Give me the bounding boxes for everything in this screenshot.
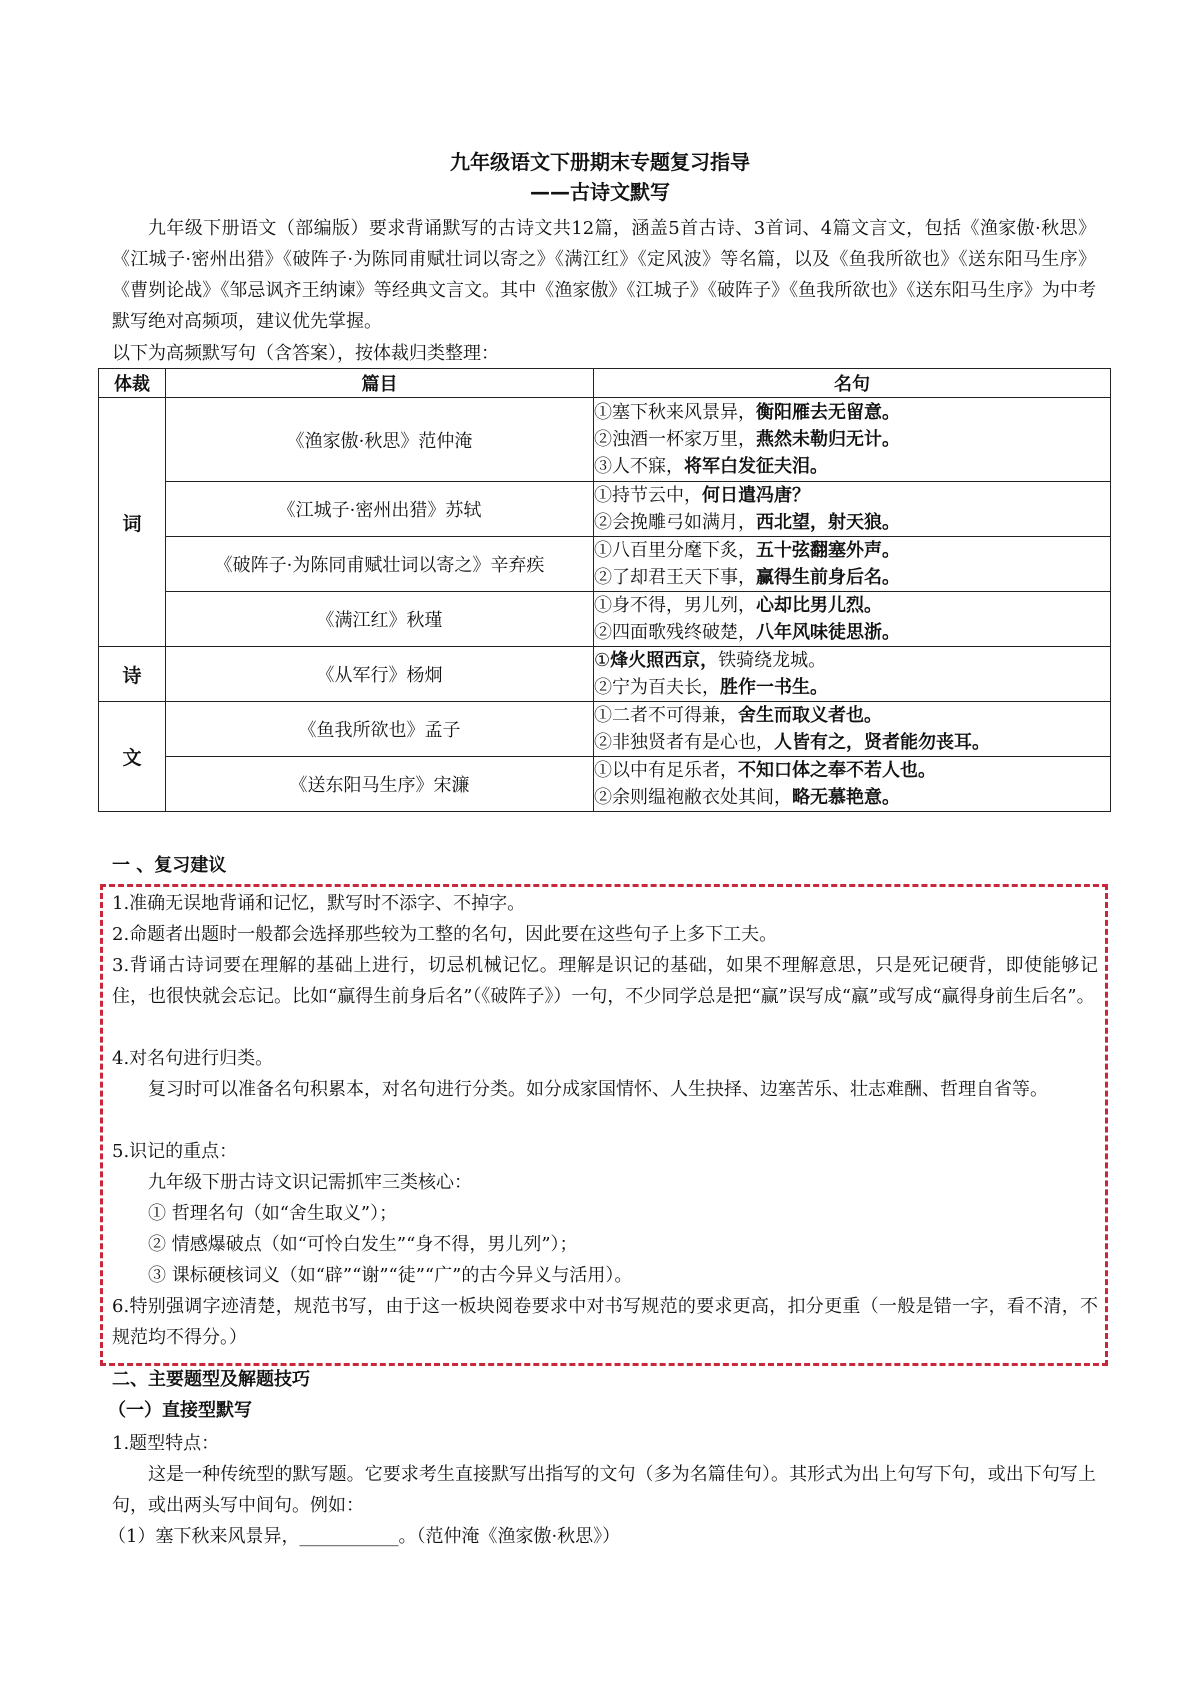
genre-cell: 词: [99, 398, 166, 647]
quote-answer: 赢得生前身后名。: [756, 567, 900, 588]
quote-prompt: ③人不寐，: [594, 456, 684, 477]
intro-lead-in: 以下为高频默写句（含答案），按体裁归类整理：: [112, 343, 499, 364]
header-lines: 名句: [594, 369, 1111, 398]
genre-cell: 文: [99, 702, 166, 812]
quote-line: [594, 619, 1110, 646]
quote-prompt: ②浊酒一杯家万里，: [594, 429, 756, 450]
table-row: [99, 537, 1111, 592]
quote-answer: 舍生而取义者也。: [738, 705, 882, 726]
table-body: [99, 398, 1111, 812]
table-row: [99, 647, 1111, 702]
lines-cell: [594, 592, 1111, 647]
tip-item-2: 2.命题者出题时一般都会选择那些较为工整的名句，因此要在这些句子上多下工夫。: [112, 924, 778, 945]
quote-prompt: ①身不得，男儿列，: [594, 595, 756, 616]
quote-answer: 心却比男儿烈。: [756, 595, 882, 616]
piece-cell: 《渔家傲·秋思》范仲淹: [166, 398, 594, 482]
piece-cell: 《从军行》杨炯: [166, 647, 594, 702]
quote-line: [594, 482, 1110, 509]
table-row: [99, 398, 1111, 482]
quote-answer: 不知口体之奉不若人也。: [738, 760, 936, 781]
quote-prompt: ①持节云中，: [594, 485, 702, 506]
intro-paragraph: 九年级下册语文（部编版）要求背诵默写的古诗文共12篇，涵盖5首古诗、3首词、4篇文言文，包括《渔家傲·秋思》《江城子·密州出猎》《破阵子·为陈同甫赋壮词以寄之》《满江红》《定风波》等名篇，以及《鱼我所欲也》《送东阳马生序》《曹刿论战》《邹忌讽齐王纳谏》等经典文言文。其中《渔家傲》《江城子》《破阵子》《鱼我所欲也》《送东阳马生序》为中考默写绝对高频项，建议优先掌握。: [112, 218, 1096, 332]
quote-prompt: ②非独贤者有是心也，: [594, 732, 774, 753]
quote-line: [594, 426, 1110, 453]
header-piece: 篇目: [166, 369, 594, 398]
quote-answer: 略无慕艳意。: [792, 787, 900, 808]
section2-paragraph: 这是一种传统型的默写题。它要求考生直接默写出指写的文句（多为名篇佳句）。其形式为出上句写下句，或出下句写上句，或出两头写中间句。例如：: [112, 1464, 1096, 1516]
section2-heading: 二、主要题型及解题技巧: [112, 1369, 310, 1390]
page-subtitle: ——古诗文默写: [530, 180, 670, 204]
quote-answer: 将军白发征夫泪。: [684, 456, 828, 477]
table-row: [99, 482, 1111, 537]
quote-line: [594, 564, 1110, 591]
lines-cell: [594, 647, 1111, 702]
header-genre: 体裁: [99, 369, 166, 398]
quote-answer: 五十弦翻塞外声。: [756, 540, 900, 561]
quote-line: [594, 537, 1110, 564]
tip-item-5-point-3: ③ 课标硬核词义（如“辟”“谢”“徒”“广”的古今异义与活用）。: [148, 1265, 633, 1286]
tip-item-3: 3.背诵古诗词要在理解的基础上进行，切忌机械记忆。理解是识记的基础，如果不理解意思，只是死记硬背，即使能够记住，也很快就会忘记。比如“赢得生前身后名”（《破阵子》）一句，不少同学总是把“赢”误写成“羸”或写成“赢得身前生后名”。: [112, 955, 1098, 1007]
table-header-row: [99, 369, 1111, 398]
tip-item-5-point-1: ① 哲理名句（如“舍生取义”）；: [148, 1203, 398, 1224]
quote-prompt: ②四面歌残终破楚，: [594, 622, 756, 643]
quote-answer: 衡阳雁去无留意。: [756, 402, 900, 423]
quote-prompt: ①: [594, 650, 611, 671]
quote-answer: 何日遣冯唐？: [702, 485, 810, 506]
piece-cell: 《破阵子·为陈同甫赋壮词以寄之》辛弃疾: [166, 537, 594, 592]
lines-cell: [594, 757, 1111, 812]
section2-subheading: （一）直接型默写: [108, 1400, 252, 1421]
quote-prompt: ①塞下秋来风景异，: [594, 402, 756, 423]
example-suffix: 。（范仲淹《渔家傲·秋思》）: [398, 1526, 621, 1547]
quote-line: [594, 702, 1110, 729]
lines-cell: [594, 482, 1111, 537]
table-row: [99, 702, 1111, 757]
quote-prompt: ②宁为百夫长，: [594, 677, 720, 698]
quote-answer: 燕然未勒归无计。: [756, 429, 900, 450]
example-question: [108, 1521, 1092, 1552]
quote-line: [594, 647, 1110, 674]
lines-cell: [594, 702, 1111, 757]
quote-answer: 人皆有之，贤者能勿丧耳。: [774, 732, 990, 753]
tip-item-5: 5.识记的重点：: [112, 1141, 238, 1162]
quote-line: [594, 453, 1110, 480]
piece-cell: 《满江红》秋瑾: [166, 592, 594, 647]
section1-heading: 一 、复习建议: [112, 855, 227, 876]
poem-table: [98, 368, 1111, 812]
quote-answer: 西北望，射天狼。: [756, 512, 900, 533]
tip-item-5-point-2: ② 情感爆破点（如“可怜白发生”“身不得，男儿列”）；: [148, 1234, 578, 1255]
quote-line: [594, 592, 1110, 619]
quote-answer: 胜作一书生。: [720, 677, 828, 698]
quote-prompt: ①以中有足乐者，: [594, 760, 738, 781]
tip-item-6: 6.特别强调字迹清楚，规范书写，由于这一板块阅卷要求中对书写规范的要求更高，扣分更重（一般是错一字，看不清，不规范均不得分。）: [112, 1296, 1098, 1348]
quote-prompt: ②余则缊袍敝衣处其间，: [594, 787, 792, 808]
tip-item-4: 4.对名句进行归类。: [112, 1048, 274, 1069]
quote-line: [594, 757, 1110, 784]
tip-item-5-intro: 九年级下册古诗文识记需抓牢三类核心：: [148, 1172, 472, 1193]
table-row: [99, 757, 1111, 812]
quote-answer: 烽火照西京，: [610, 650, 719, 671]
tip-item-4-detail: 复习时可以准备名句积累本，对名句进行分类。如分成家国情怀、人生抉择、边塞苦乐、壮志难酬、哲理自省等。: [148, 1079, 1048, 1100]
table-row: [99, 592, 1111, 647]
lines-cell: [594, 537, 1111, 592]
quote-line: [594, 784, 1110, 811]
lines-cell: [594, 398, 1111, 482]
quote-prompt: ②了却君王天下事，: [594, 567, 756, 588]
page-title: 九年级语文下册期末专题复习指导: [450, 150, 750, 174]
example-answer-blank[interactable]: ___________: [299, 1526, 399, 1547]
quote-prompt: ①二者不可得兼，: [594, 705, 738, 726]
piece-cell: 《鱼我所欲也》孟子: [166, 702, 594, 757]
quote-line: [594, 729, 1110, 756]
genre-cell: 诗: [99, 647, 166, 702]
section2-item-1: 1.题型特点：: [112, 1433, 220, 1454]
tip-item-1: 1.准确无误地背诵和记忆，默写时不添字、不掉字。: [112, 893, 526, 914]
piece-cell: 《江城子·密州出猎》苏轼: [166, 482, 594, 537]
example-prefix: （1）塞下秋来风景异，: [108, 1526, 300, 1547]
quote-answer: 八年风味徒思浙。: [756, 622, 900, 643]
quote-line: [594, 399, 1110, 426]
quote-prompt: ②会挽雕弓如满月，: [594, 512, 756, 533]
quote-tail: 铁骑绕龙城。: [718, 650, 827, 671]
piece-cell: 《送东阳马生序》宋濂: [166, 757, 594, 812]
quote-line: [594, 509, 1110, 536]
quote-line: [594, 674, 1110, 701]
quote-prompt: ①八百里分麾下炙，: [594, 540, 756, 561]
